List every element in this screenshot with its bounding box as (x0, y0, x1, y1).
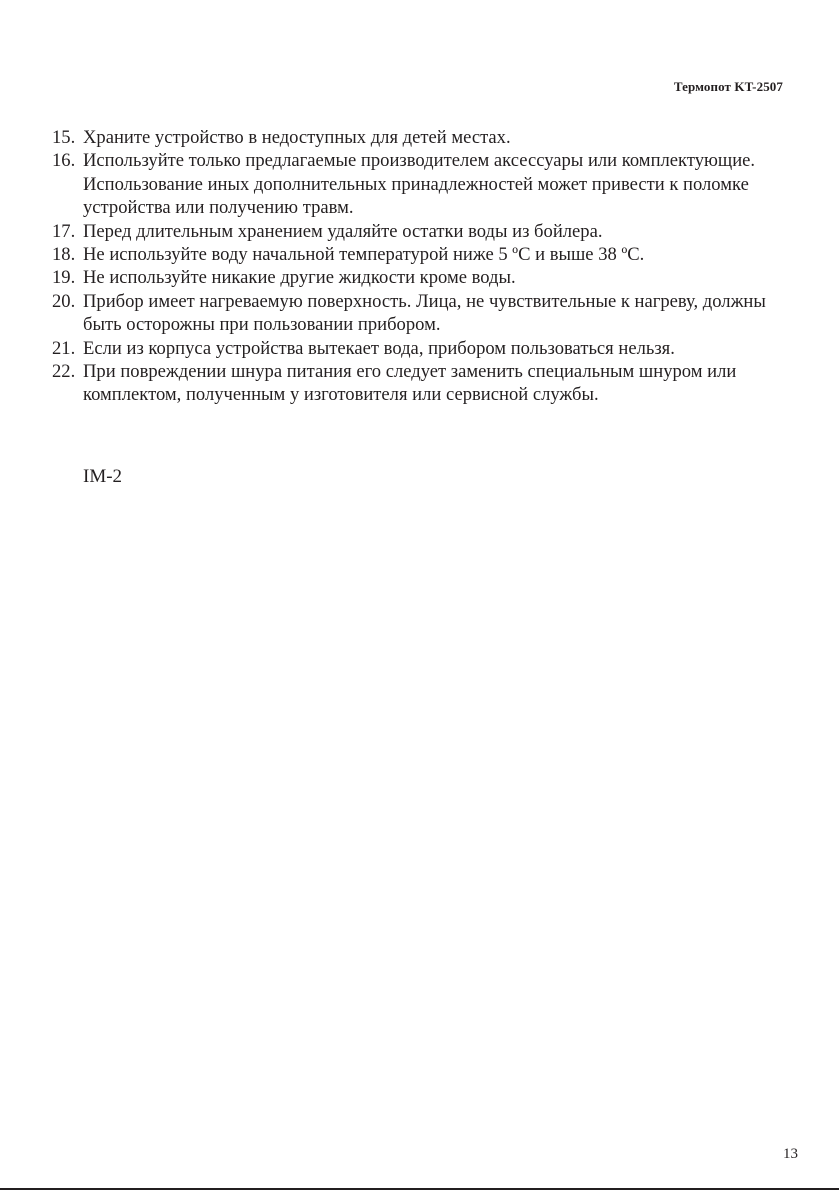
item-text: Используйте только предлагаемые производителем аксессуары или комплектующие. Использование иных дополнительных принадлежностей может привести к поломке устройства или получению травм. (83, 150, 756, 219)
item-number: 17. (52, 220, 76, 242)
rules-list (52, 126, 787, 407)
list-item (52, 360, 787, 407)
list-item (52, 243, 787, 266)
item-text: Храните устройство в недоступных для детей местах. (83, 127, 511, 148)
item-number: 22. (52, 361, 76, 383)
item-number: 20. (52, 290, 76, 312)
item-number: 15. (52, 127, 76, 148)
item-number: 18. (52, 244, 76, 266)
item-number: 21. (52, 337, 76, 359)
list-item (52, 266, 787, 289)
item-text: Если из корпуса устройства вытекает вода, прибором пользоваться нельзя. (83, 337, 675, 359)
model-code: IM-2 (83, 466, 123, 487)
item-text: Не используйте воду начальной температурой ниже 5 ºC и выше 38 ºC. (83, 244, 645, 266)
item-text: Не используйте никакие другие жидкости кроме воды. (83, 267, 516, 289)
item-text: Прибор имеет нагреваемую поверхность. Лица, не чувствительные к нагреву, должны быть осторожны при пользовании прибором. (83, 290, 766, 336)
item-text: При повреждении шнура питания его следует заменить специальным шнуром или комплектом, полученным у изготовителя или сервисной службы. (83, 361, 737, 406)
list-item (52, 290, 787, 337)
page-header: Термопот KT-2507 (673, 79, 783, 94)
item-text: Перед длительным хранением удаляйте остатки воды из бойлера. (83, 220, 603, 242)
bottom-divider (0, 1188, 839, 1190)
list-item (52, 149, 787, 219)
list-item (52, 126, 787, 149)
item-number: 16. (52, 150, 76, 172)
page-number: 13 (783, 1146, 798, 1162)
list-item (52, 220, 787, 243)
item-number: 19. (52, 267, 76, 289)
list-item (52, 337, 787, 360)
